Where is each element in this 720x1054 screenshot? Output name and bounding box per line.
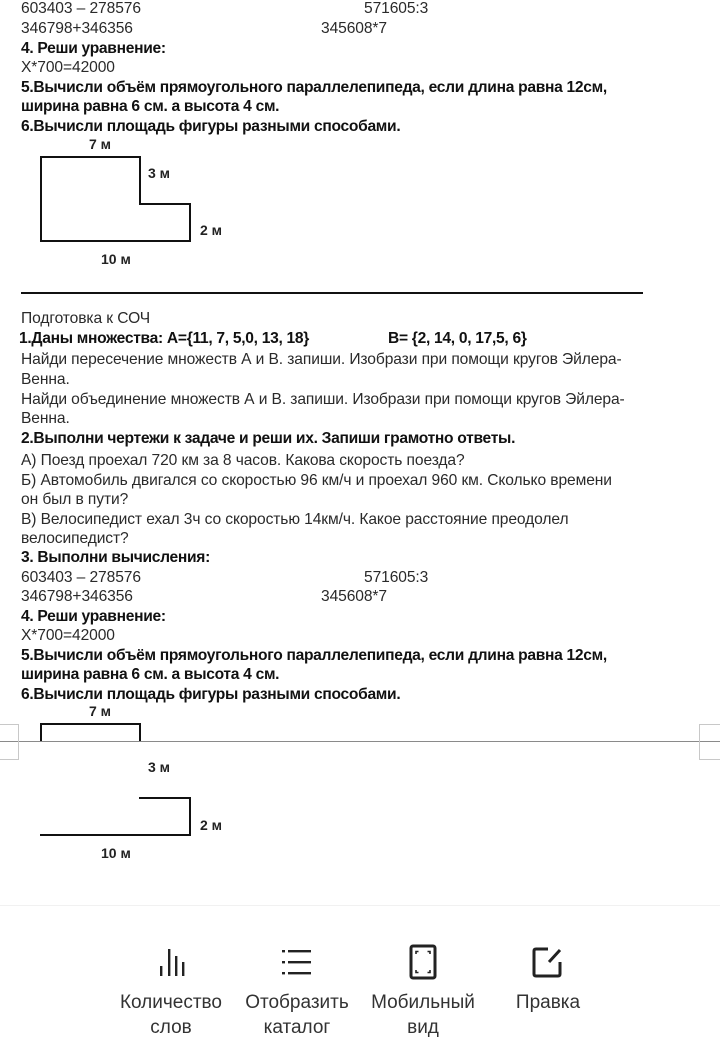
calc-expression: 346798+346356 — [21, 20, 133, 37]
task-text: Венна. — [21, 371, 70, 388]
horizontal-rule — [21, 292, 643, 294]
figure-edge — [139, 156, 141, 205]
figure-edge — [40, 723, 140, 725]
task-text: велосипедист? — [21, 530, 129, 547]
task-text: ширина равна 6 см. а высота 4 см. — [21, 98, 280, 115]
equation: X*700=42000 — [21, 627, 115, 644]
mobile-view-icon — [358, 942, 488, 982]
equation: X*700=42000 — [21, 59, 115, 76]
figure-edge — [139, 797, 191, 799]
figure-edge — [40, 156, 140, 158]
page-corner-mark-left — [0, 724, 19, 760]
label-line: Мобильный — [371, 992, 475, 1013]
task-text: В) Велосипедист ехал 3ч со скоростью 14км/ч. Какое расстояние преодолел — [21, 511, 569, 528]
task-text: он был в пути? — [21, 491, 129, 508]
figure-edge — [139, 723, 141, 741]
figure-label-bottom: 10 м — [101, 251, 131, 267]
calc-expression: 345608*7 — [321, 588, 387, 605]
label-line: Количество — [119, 992, 223, 1013]
mobile-view-button[interactable] — [358, 942, 488, 1040]
task-title: 6.Вычисли площадь фигуры разными способами. — [21, 118, 401, 135]
task-title: 2.Выполни чертежи к задаче и реши их. Запиши грамотно ответы. — [21, 430, 516, 447]
edit-button[interactable] — [483, 942, 613, 1015]
section-heading: Подготовка к СОЧ — [21, 310, 151, 327]
figure-edge — [40, 240, 191, 242]
label-line: каталог — [263, 1017, 331, 1038]
task-text: А) Поезд проехал 720 км за 8 часов. Какова скорость поезда? — [21, 452, 465, 469]
task-text: Найди пересечение множеств А и В. запиши. Изобрази при помощи кругов Эйлера- — [21, 351, 622, 368]
calc-expression: 345608*7 — [321, 20, 387, 37]
mobile-view-label — [358, 990, 488, 1040]
task-text: 5.Вычисли объём прямоугольного параллелепипеда, если длина равна 12см, — [21, 647, 607, 664]
task-title: 6.Вычисли площадь фигуры разными способами. — [21, 686, 401, 703]
figure-label-bottom: 10 м — [101, 845, 131, 861]
calc-expression: 603403 – 278576 — [21, 569, 141, 586]
figure-label-top: 7 м — [89, 703, 112, 719]
task-text: Венна. — [21, 410, 70, 427]
task-title: 1.Даны множества: A={11, 7, 5,0, 13, 18} — [19, 330, 310, 347]
label-line: вид — [407, 1017, 439, 1038]
word-count-button[interactable] — [106, 942, 236, 1040]
task-title: 4. Реши уравнение: — [21, 608, 166, 625]
label-line: Отобразить — [245, 992, 349, 1013]
label-line: слов — [150, 1017, 192, 1038]
figure-label-top: 7 м — [89, 136, 112, 152]
show-catalog-button[interactable] — [232, 942, 362, 1040]
page-corner-mark-right — [699, 724, 720, 760]
task-text: Б) Автомобиль двигался со скоростью 96 км/ч и проехал 960 км. Сколько времени — [21, 472, 612, 489]
task-title: 4. Реши уравнение: — [21, 40, 166, 57]
figure-edge — [189, 203, 191, 242]
figure-label-right-lower: 2 м — [200, 222, 223, 238]
task-title: 3. Выполни вычисления: — [21, 549, 210, 566]
page-break-line — [0, 741, 720, 742]
figure-label-right-upper: 3 м — [148, 759, 171, 775]
word-count-label — [106, 990, 236, 1040]
calc-expression: 346798+346356 — [21, 588, 133, 605]
task-text: 5.Вычисли объём прямоугольного параллелепипеда, если длина равна 12см, — [21, 79, 607, 96]
word-count-bars-icon — [106, 942, 236, 982]
figure-edge — [40, 156, 42, 242]
edit-icon — [483, 942, 613, 982]
task-text: ширина равна 6 см. а высота 4 см. — [21, 666, 280, 683]
calc-expression: 571605:3 — [364, 0, 429, 17]
task-text: Найди объединение множеств А и В. запиши. Изобрази при помощи кругов Эйлера- — [21, 391, 625, 408]
label-line: Правка — [515, 992, 581, 1013]
figure-label-right-upper: 3 м — [148, 165, 171, 181]
edit-label — [483, 990, 613, 1015]
figure-edge — [139, 203, 191, 205]
figure-edge — [40, 834, 191, 836]
set-b: B= {2, 14, 0, 17,5, 6} — [388, 330, 527, 347]
show-catalog-label — [232, 990, 362, 1040]
calc-expression: 571605:3 — [364, 569, 429, 586]
figure-edge — [40, 723, 42, 741]
calc-expression: 603403 – 278576 — [21, 0, 141, 17]
figure-label-right-lower: 2 м — [200, 817, 223, 833]
figure-edge — [189, 797, 191, 836]
list-catalog-icon — [232, 942, 362, 982]
bottom-toolbar — [0, 905, 720, 1054]
